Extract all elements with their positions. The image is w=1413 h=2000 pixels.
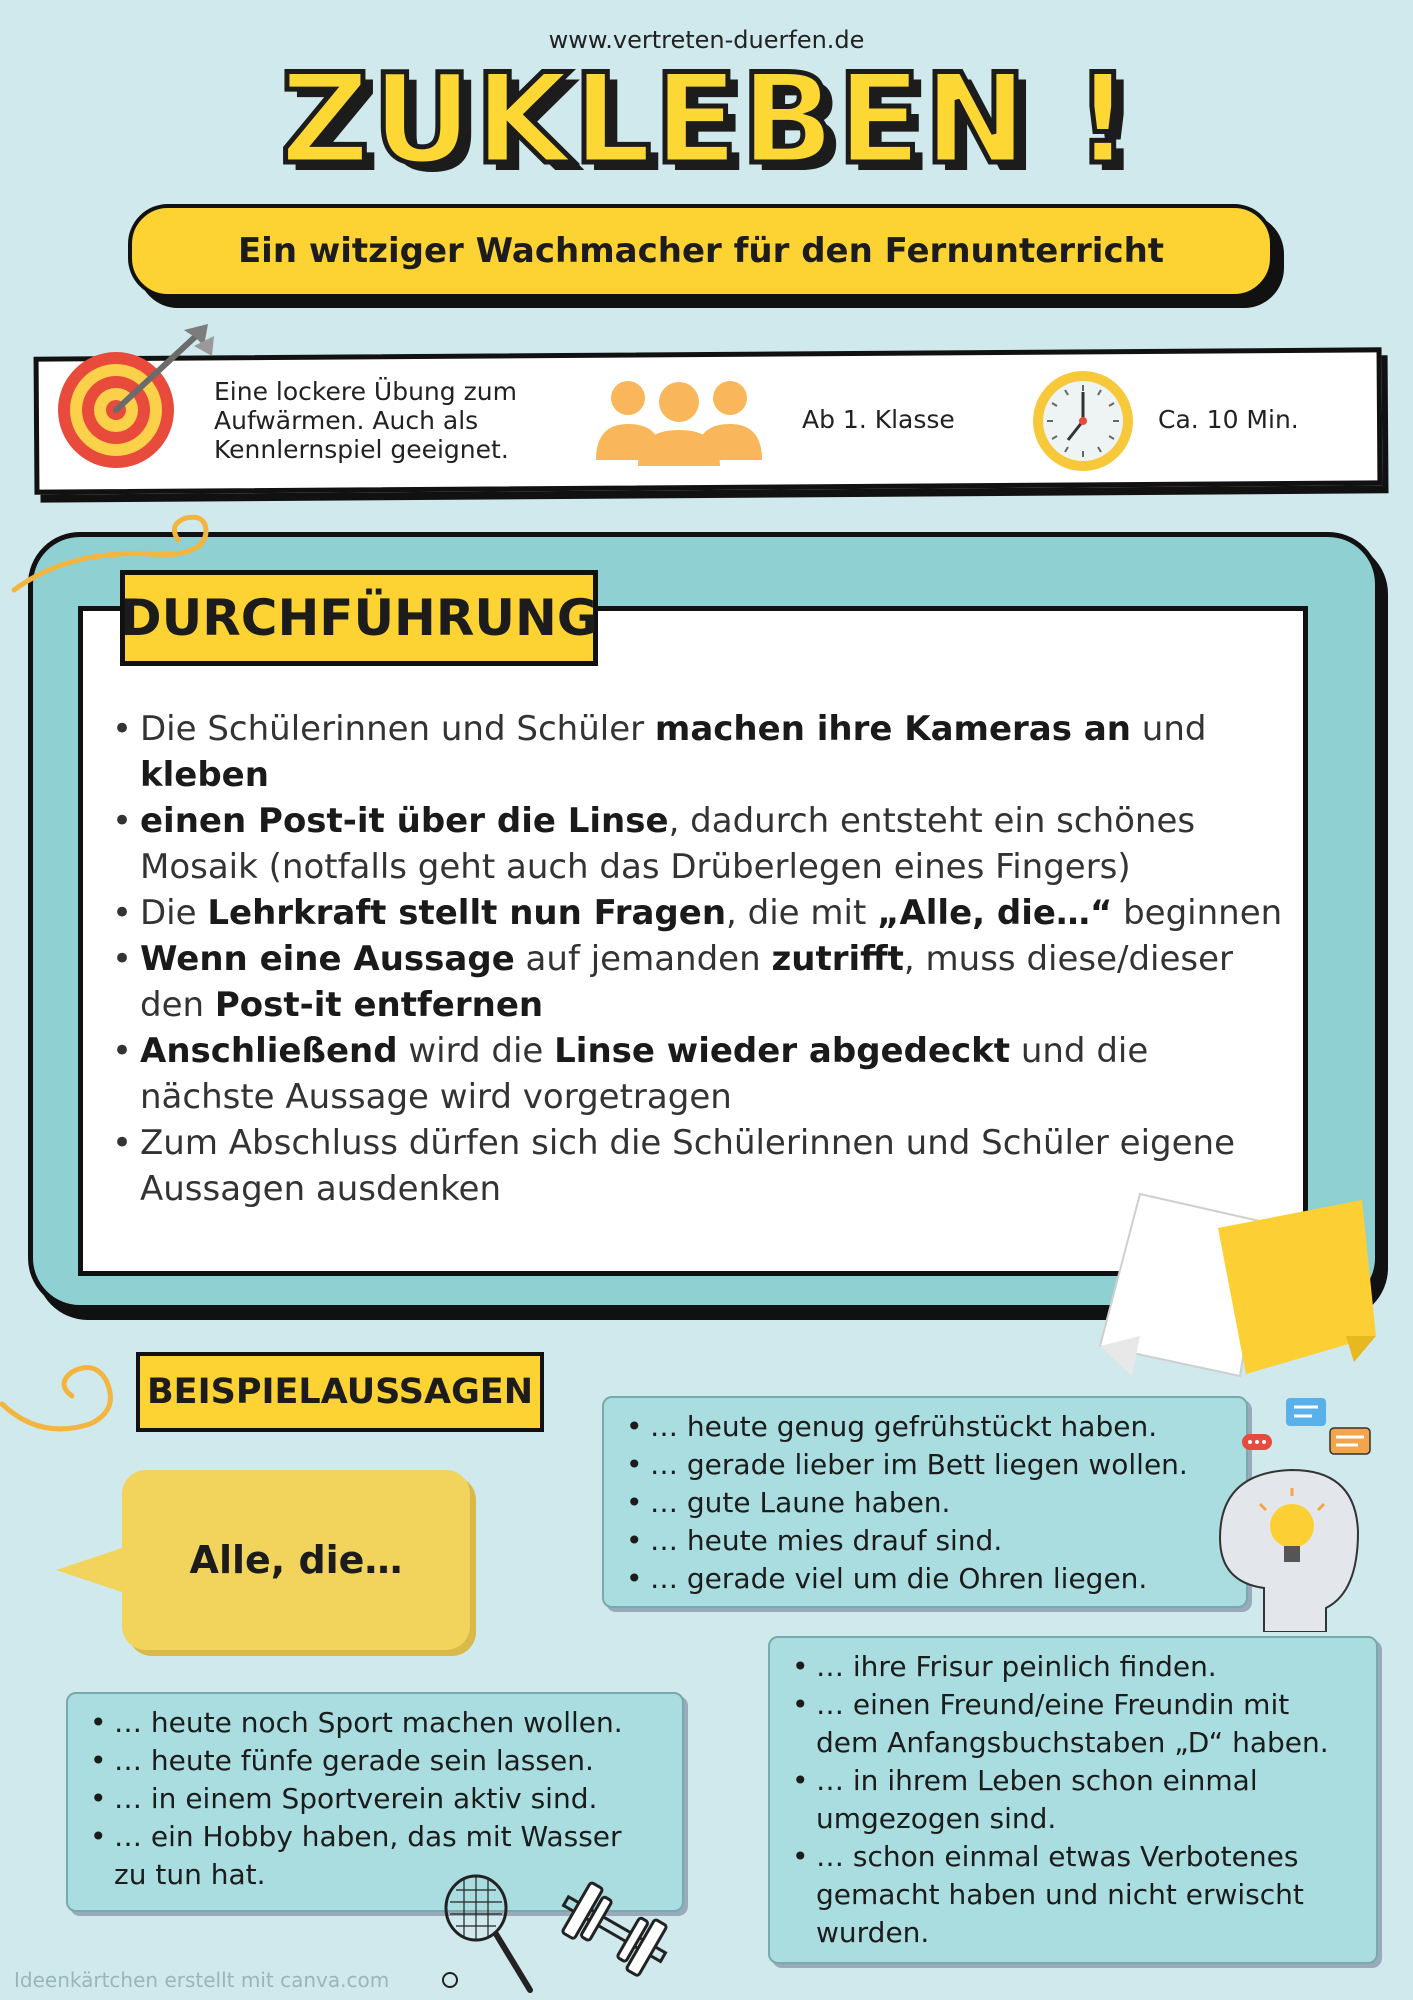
subtitle-banner	[128, 204, 1274, 298]
page-title: ZUKLEBEN !	[279, 48, 1134, 192]
info-description-line: Aufwärmen. Auch als	[214, 405, 479, 435]
example-statement: • … gerade lieber im Bett liegen wollen.	[624, 1446, 1226, 1484]
site-url[interactable]: www.vertreten-duerfen.de	[548, 26, 865, 54]
info-description-line: Eine lockere Übung zum	[214, 377, 517, 406]
example-statement: • … schon einmal etwas Verbotenes gemacht haben und nicht erwischt wurden.	[790, 1838, 1356, 1952]
group-icon	[592, 376, 766, 466]
info-description	[214, 378, 544, 464]
example-statement: • … heute noch Sport machen wollen.	[88, 1704, 662, 1742]
procedure-step: • Zum Abschluss dürfen sich die Schülerinnen und Schüler eigene Aussagen ausdenken	[108, 1120, 1288, 1212]
procedure-step: • einen Post-it über die Linse, dadurch entsteht ein schönes Mosaik (notfalls geht auch das Drüberlegen eines Fingers)	[108, 798, 1288, 890]
example-statement: • … heute genug gefrühstückt haben.	[624, 1408, 1226, 1446]
example-statement: • … in einem Sportverein aktiv sind.	[88, 1780, 662, 1818]
grade-level: Ab 1. Klasse	[802, 405, 955, 434]
procedure-heading: DURCHFÜHRUNG	[120, 570, 598, 666]
procedure-step: • Die Lehrkraft stellt nun Fragen, die mit „Alle, die…“ beginnen	[108, 890, 1288, 936]
example-statement: • … in ihrem Leben schon einmal umgezogen sind.	[790, 1762, 1356, 1838]
examples-heading: BEISPIELAUSSAGEN	[136, 1352, 544, 1432]
example-box	[768, 1636, 1378, 1964]
example-statement: • … heute mies drauf sind.	[624, 1522, 1226, 1560]
swirl-decoration-icon	[0, 1340, 130, 1450]
procedure-step: • Anschließend wird die Linse wieder abgedeckt und die nächste Aussage wird vorgetragen	[108, 1028, 1288, 1120]
example-statement: • … einen Freund/eine Freundin mit dem Anfangsbuchstaben „D“ haben.	[790, 1686, 1356, 1762]
example-statement: • … ein Hobby haben, das mit Wasser zu tun hat.	[88, 1818, 662, 1894]
idea-head-icon	[1206, 1392, 1376, 1632]
procedure-step: • Die Schülerinnen und Schüler machen ihre Kameras an und kleben	[108, 706, 1288, 798]
example-statement: • … gute Laune haben.	[624, 1484, 1226, 1522]
post-it-icon	[1080, 1186, 1380, 1380]
example-statement: • … gerade viel um die Ohren liegen.	[624, 1560, 1226, 1598]
target-icon	[56, 322, 236, 482]
example-box	[602, 1396, 1248, 1608]
info-description-line: Kennlernspiel geeignet.	[214, 434, 509, 464]
sport-equipment-icon	[434, 1870, 684, 1998]
duration: Ca. 10 Min.	[1158, 405, 1299, 434]
procedure-list	[108, 706, 1288, 1212]
credit-footer: Ideenkärtchen erstellt mit canva.com	[14, 1968, 390, 1992]
subtitle-text: Ein witziger Wachmacher für den Fernunterricht	[237, 231, 1165, 271]
example-statement: • … heute fünfe gerade sein lassen.	[88, 1742, 662, 1780]
prompt-bubble	[122, 1470, 470, 1650]
prompt-text: Alle, die…	[189, 1538, 403, 1582]
example-statement: • … ihre Frisur peinlich finden.	[790, 1648, 1356, 1686]
procedure-step: • Wenn eine Aussage auf jemanden zutrifft, muss diese/dieser den Post-it entfernen	[108, 936, 1288, 1028]
clock-icon	[1030, 368, 1136, 474]
